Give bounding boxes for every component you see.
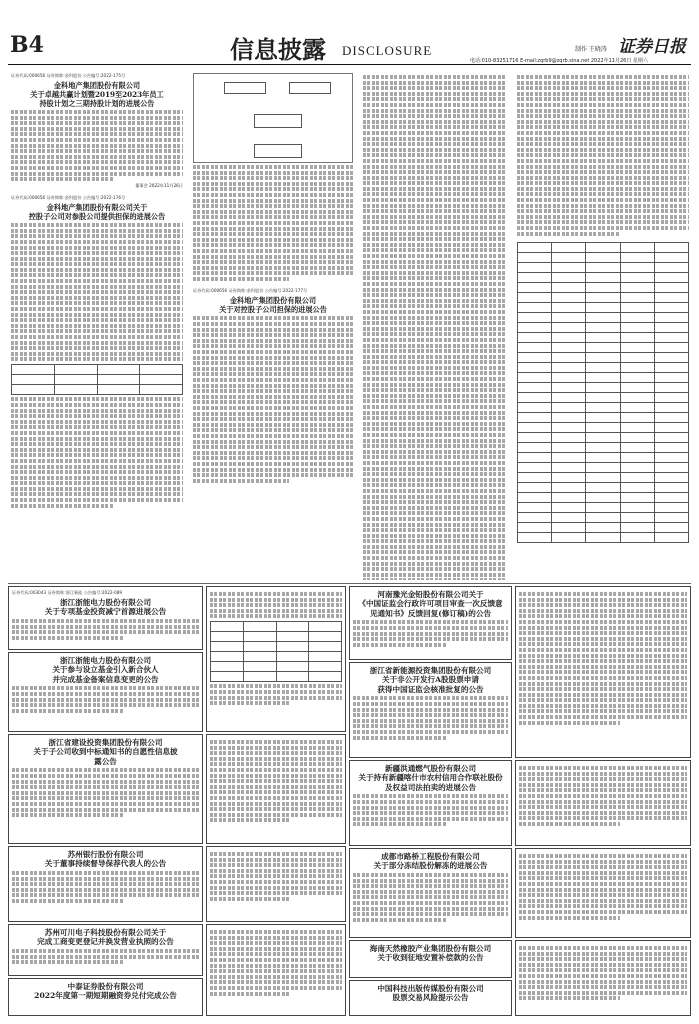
notice-body-text	[519, 766, 687, 826]
notice-title: 新疆洪通燃气股份有限公司 关于持有新疆喀什市农村信用合作联社股份 及权益司法拍卖的进展公告	[358, 764, 503, 792]
notice-block-8	[8, 924, 203, 976]
notice-block-13	[349, 848, 512, 938]
notice-block-4	[8, 586, 203, 650]
notice-body-text	[517, 75, 689, 236]
notice-block-11	[349, 662, 512, 758]
notice-body-text	[210, 684, 342, 705]
notice-body-text	[519, 946, 687, 1000]
notice-title: 浙江省新能源投资集团股份有限公司 关于非公开发行A股股票申请 获得中国证监会核准批复的公告	[369, 666, 492, 694]
notice-continuation-d3	[515, 848, 691, 938]
notice-body-text	[353, 696, 508, 739]
notice-title: 成都市路桥工程股份有限公司 关于部分冻结股份解冻的进展公告	[373, 852, 488, 871]
notice-continuation-d2	[515, 760, 691, 846]
page-code: B4	[10, 32, 44, 58]
notice-body-text	[11, 110, 183, 181]
notice-body-text	[11, 223, 183, 361]
notice-block-9	[8, 978, 203, 1016]
notice-title: 金科地产集团股份有限公司关于 控股子公司对参股公司提供担保的进展公告	[28, 203, 166, 222]
notice-body-text	[353, 620, 508, 646]
notice-body-text	[12, 871, 199, 903]
guarantee-table	[517, 242, 689, 543]
notice-codes: 证券代码:000656 证券简称:金科股份 公告编号:2022-175号	[11, 73, 126, 78]
notice-body-text	[12, 768, 199, 817]
notice-continuation-d4	[515, 940, 691, 1016]
notice-body-text	[363, 75, 507, 580]
signature: 董事会 2022年11月26日	[135, 183, 183, 189]
notice-block-3	[190, 70, 356, 580]
notice-body-text	[353, 873, 508, 922]
contact-line: 电话:010-83251716 E-mail:zqrb9@zqrb.sina.net 2022年11月26日 星期六	[470, 58, 648, 64]
notice-title: 苏州银行股份有限公司 关于董事持续督导保荐代表人的公告	[44, 850, 167, 869]
notice-continuation-d1	[515, 586, 691, 758]
notice-continuation-b4	[206, 924, 346, 1016]
notice-title: 金科地产集团股份有限公司 关于卓越共赢计划暨2019至2023年员工 持股计划之三期持股计划的进展公告	[30, 81, 164, 108]
notice-body-text	[193, 165, 353, 281]
section-title-en: DISCLOSURE	[342, 43, 433, 58]
notice-block-6	[8, 734, 203, 844]
editor-credit: 制作 王晓涛	[575, 46, 607, 53]
notice-body-text	[11, 397, 183, 507]
page-header	[0, 0, 699, 66]
notice-body-text	[353, 794, 508, 826]
notice-codes: 证券代码:000656 证券简称:金科股份 公告编号:2022-176号	[11, 195, 126, 201]
notice-title: 河南豫光金铅股份有限公司关于 《中国证监会行政许可项目审查一次反馈意 见通知书》反馈回复(修订稿)的公告	[358, 590, 503, 618]
data-table	[210, 621, 342, 682]
notice-title: 中泰证券股份有限公司 2022年度第一期短期融资券兑付完成公告	[34, 982, 177, 1001]
notice-continuation-col3	[360, 70, 510, 580]
notice-block-10	[349, 586, 512, 660]
header-rule	[8, 64, 691, 65]
notice-body-text	[193, 316, 353, 482]
notice-title: 浙江省建设投资集团股份有限公司 关于子公司收到中标通知书的自愿性信息披 露公告	[33, 738, 178, 766]
notice-block-1	[8, 70, 186, 580]
notice-title: 海南天然橡胶产业集团股份有限公司 关于收到征地安置补偿款的公告	[369, 944, 492, 963]
notice-continuation-b3	[206, 846, 346, 922]
notice-codes: 证券代码:000656 证券简称:金科股份 公告编号:2022-177号	[193, 288, 308, 294]
notice-body-text	[12, 949, 199, 964]
notice-title: 浙江浙能电力股份有限公司 关于专项基金投资减宁首源进展公告	[44, 598, 167, 617]
section-divider	[8, 583, 691, 584]
notice-body-text	[210, 930, 342, 996]
notice-block-5	[8, 652, 203, 732]
notice-body-text	[210, 740, 342, 822]
notice-continuation-b2	[206, 734, 346, 844]
notice-title: 金科地产集团股份有限公司 关于对控股子公司担保的进展公告	[219, 296, 327, 315]
notice-body-text	[12, 686, 199, 712]
notice-body-text	[519, 592, 687, 725]
notice-title: 中国科技出版传媒股份有限公司 股票交易风险提示公告	[377, 984, 484, 1003]
notice-title: 浙江浙能电力股份有限公司 关于参与设立基金引入新合伙人 并完成基金备案信息变更的公告	[52, 656, 159, 684]
newspaper-logo: 证券日报	[618, 37, 686, 57]
notice-codes: 证券代码:003043 证券简称:浙江新能 公告编号:2022-089	[12, 590, 123, 595]
data-table	[11, 364, 183, 395]
notice-body-text	[519, 854, 687, 920]
notice-continuation-col4	[514, 70, 692, 580]
notice-block-15	[349, 980, 512, 1016]
notice-continuation-b1	[206, 586, 346, 732]
notice-body-text	[210, 592, 342, 618]
ownership-diagram	[193, 73, 353, 163]
section-title-cn: 信息披露	[230, 35, 326, 64]
notice-body-text	[12, 619, 199, 640]
notice-block-12	[349, 760, 512, 846]
notice-title: 苏州可川电子科技股份有限公司关于 完成工商变更登记并换发营业执照的公告	[37, 928, 174, 947]
notice-body-text	[210, 852, 342, 901]
notice-block-14	[349, 940, 512, 978]
notice-block-7	[8, 846, 203, 922]
